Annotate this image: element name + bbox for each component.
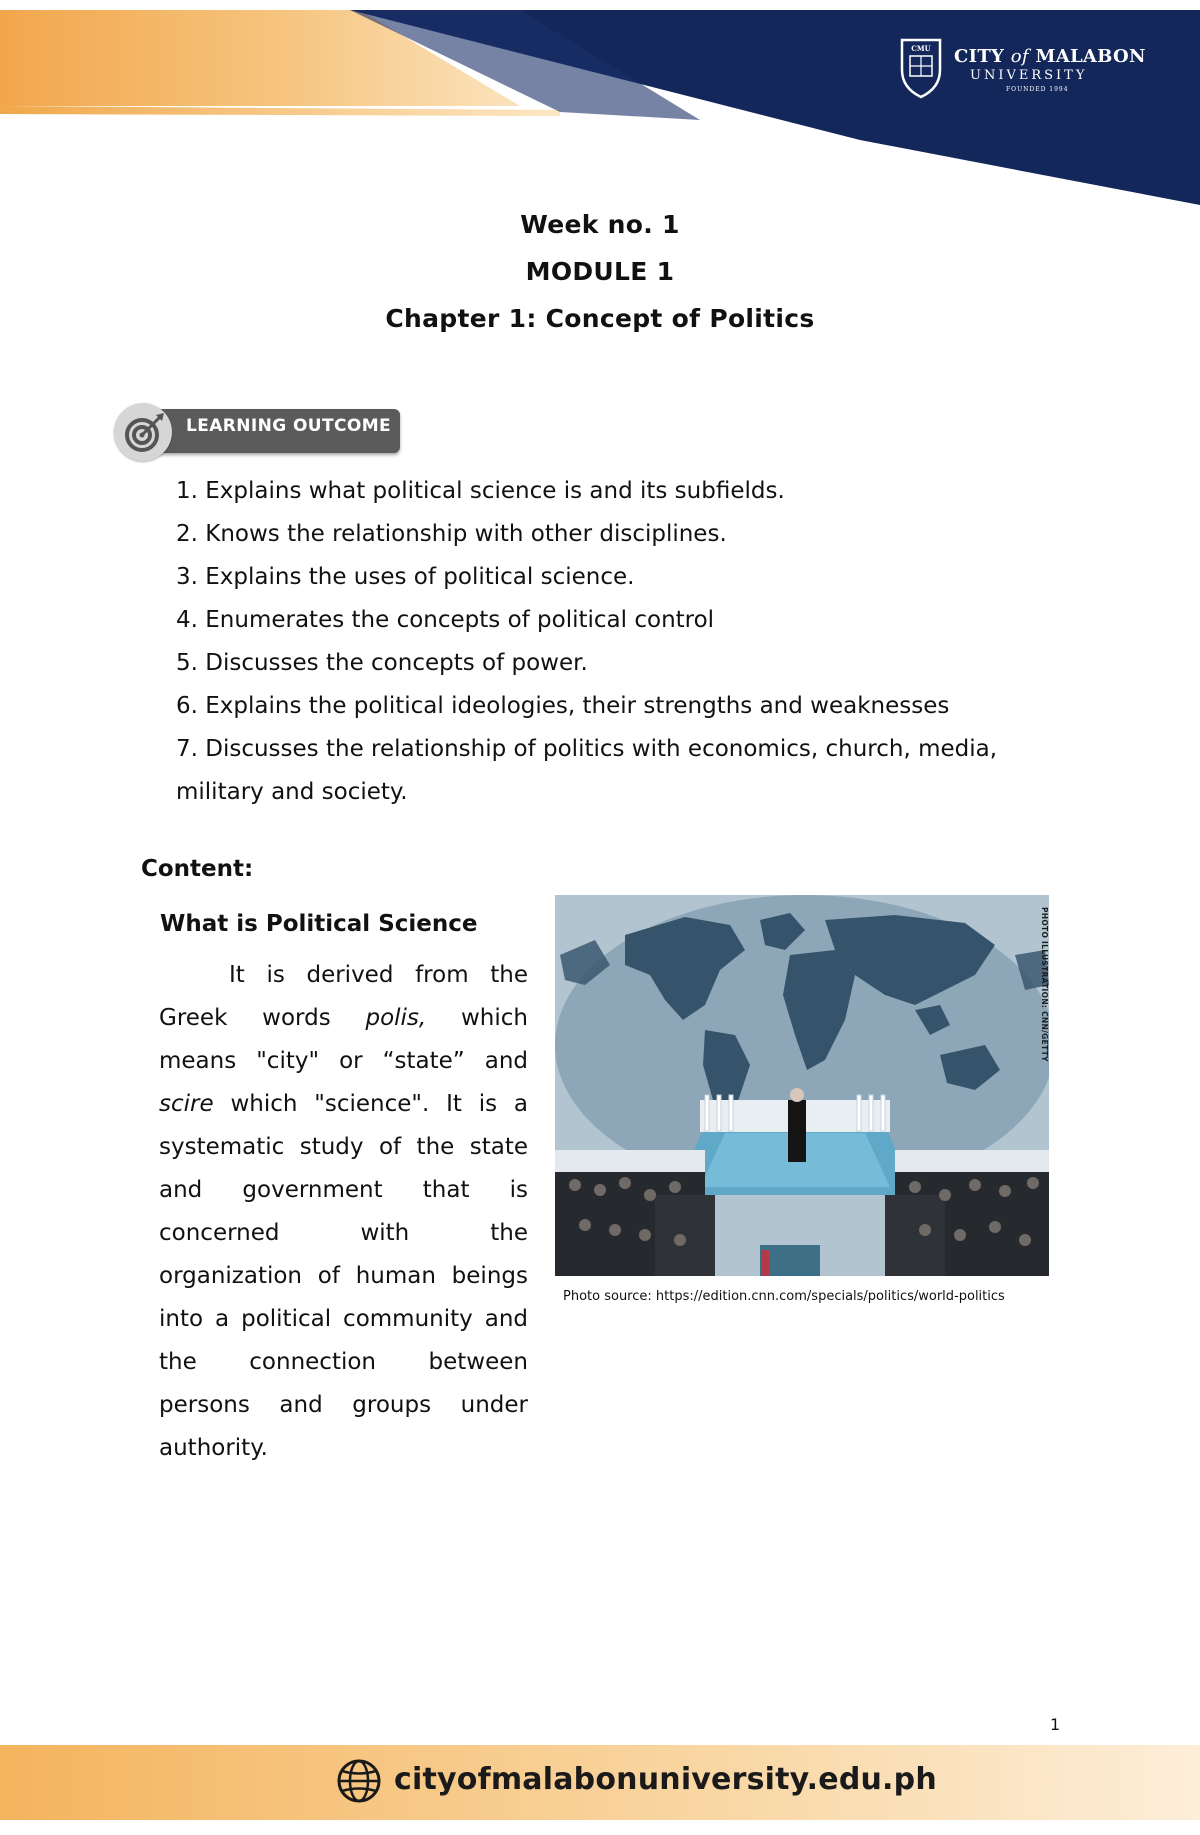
header-banner [0,0,1200,215]
photo-caption: Photo source: https://edition.cnn.com/specials/politics/world-politics [563,1289,1005,1304]
outcome-item: 5. Discusses the concepts of power. [176,650,588,676]
body-paragraph: It is derived from the Greek words polis, which means "city" or “state” and scire which "science". It is a systematic study of the state and government that is concerned with the organization of human beings into a political community and the connection between persons and groups under authority. [159,962,528,1461]
page-number: 1 [1050,1715,1061,1734]
badge-label: LEARNING OUTCOME [186,416,392,436]
world-politics-photo [555,895,1049,1276]
university-logo [898,34,1146,104]
photo-credit: PHOTO ILLUSTRATION: CNN/GETTY [1040,907,1049,1062]
outcome-item: 7. Discusses the relationship of politics with economics, church, media, [176,736,998,762]
outcome-item-continuation: military and society. [176,779,408,805]
outcome-item: 6. Explains the political ideologies, their strengths and weaknesses [176,693,950,719]
module-title: MODULE 1 [525,257,675,286]
target-icon [122,411,166,455]
footer-url[interactable]: cityofmalabonuniversity.edu.ph [394,1762,937,1797]
chapter-title: Chapter 1: Concept of Politics [385,304,815,333]
outcome-item: 4. Enumerates the concepts of political control [176,607,715,633]
university-seal-icon [898,34,944,100]
logo-subtitle: UNIVERSITY [970,68,1088,83]
globe-icon [336,1758,382,1804]
learning-outcome-badge [114,403,404,463]
seal-monogram: CMU [911,44,931,53]
outcome-item: 3. Explains the uses of political science. [176,564,635,590]
outcome-item: 2. Knows the relationship with other disciplines. [176,521,727,547]
logo-title: CITY of MALABON [954,46,1146,67]
logo-founded: FOUNDED 1994 [1006,86,1069,93]
week-title: Week no. 1 [520,210,680,239]
content-label: Content: [141,856,254,882]
section-title: What is Political Science [160,911,478,937]
learning-outcomes-list [176,470,1036,771]
outcome-item: 1. Explains what political science is and its subfields. [176,478,785,504]
